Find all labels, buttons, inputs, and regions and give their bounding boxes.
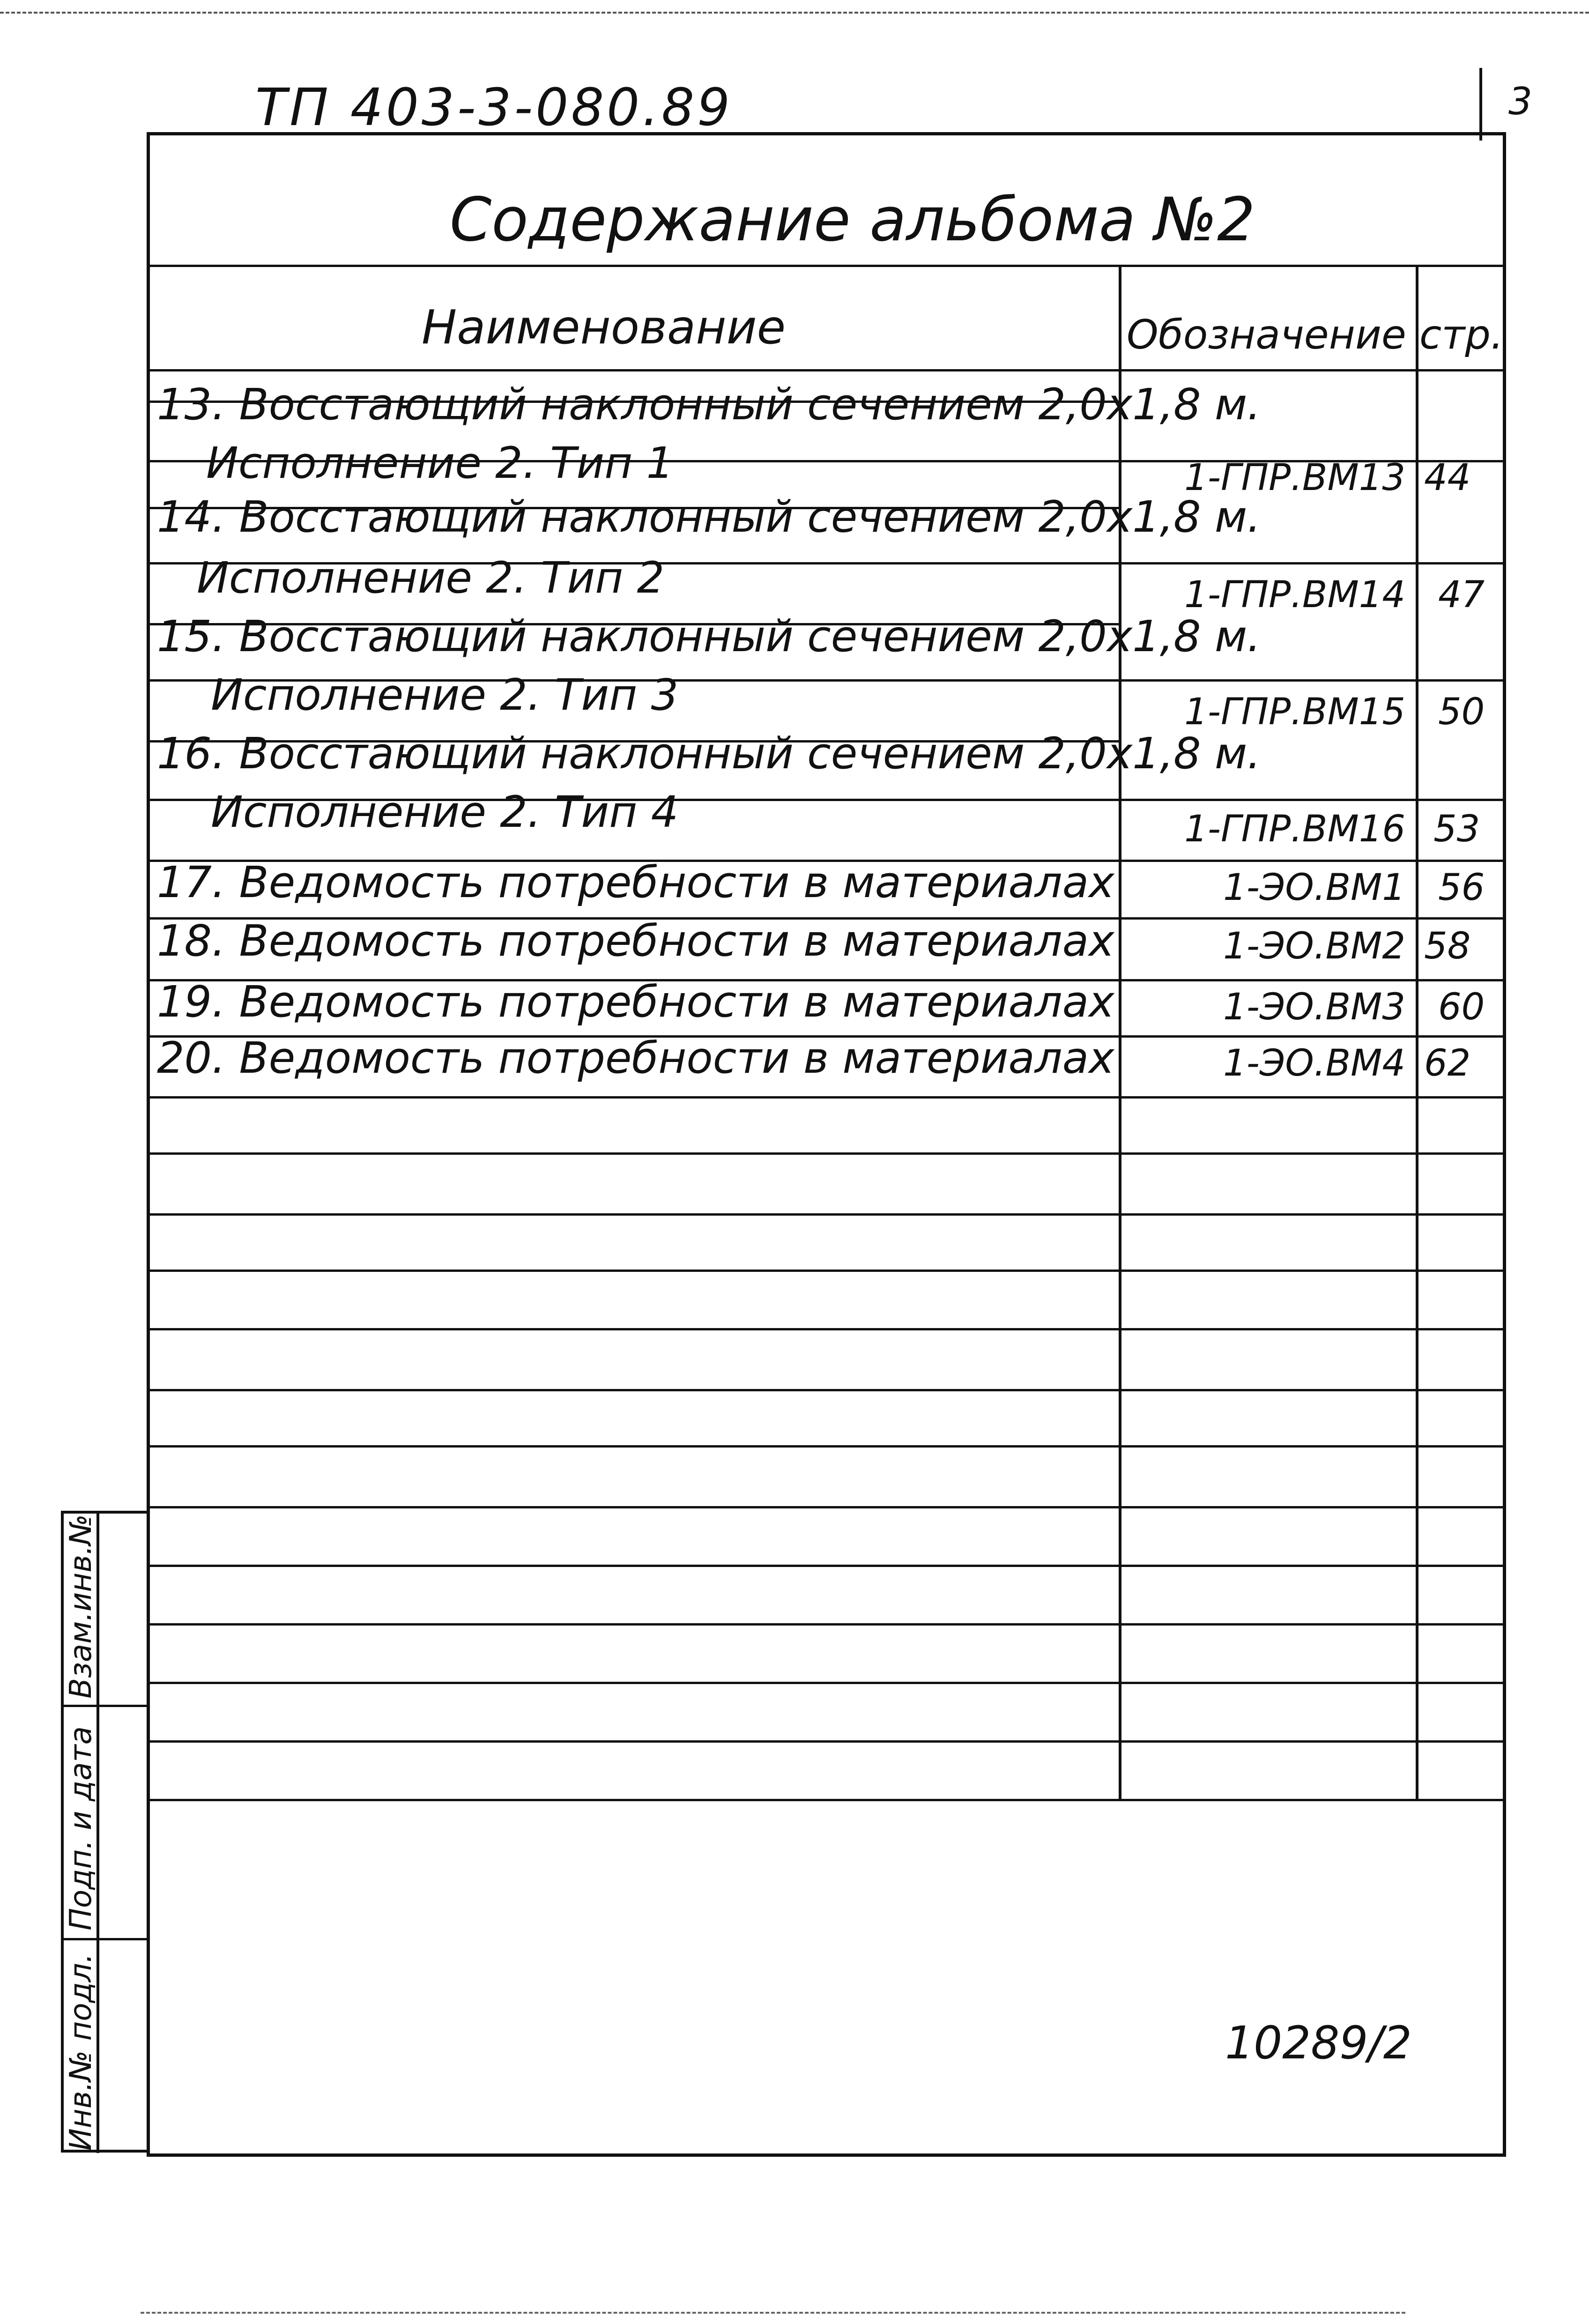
entry-16-line2: Исполнение 2. Тип 4: [211, 787, 679, 837]
entry-19-page: 60: [1438, 986, 1485, 1028]
title-rule: [150, 265, 1506, 267]
entry-18-page: 58: [1424, 925, 1471, 967]
entry-14-line2: Исполнение 2. Тип 2: [197, 553, 665, 603]
entry-14-designation: 1-ГПР.ВМ14: [1184, 574, 1405, 616]
row-rule: [150, 1328, 1506, 1330]
entry-17-designation: 1-ЭО.ВМ1: [1223, 867, 1405, 909]
entry-18-line1: 18. Ведомость потребности в материалах: [157, 916, 1114, 966]
row-rule: [150, 1152, 1506, 1155]
approval-stamp: [61, 1511, 147, 2153]
entry-17-line1: 17. Ведомость потребности в материалах: [157, 857, 1114, 907]
entry-13-page: 44: [1424, 457, 1471, 499]
entry-20-line1: 20. Ведомость потребности в материалах: [157, 1033, 1114, 1083]
inventory-number: 10289/2: [1225, 2017, 1412, 2069]
entry-17-page: 56: [1438, 867, 1485, 909]
entry-13-line1: 13. Восстающий наклонный сечением 2,0х1,8 м.: [157, 379, 1261, 430]
stamp-sign-date: Подп. и дата: [64, 1726, 98, 1930]
row-rule: [150, 1506, 1506, 1508]
stamp-inv-no: Инв.№ подл.: [64, 1953, 98, 2151]
entry-15-line1: 15. Восстающий наклонный сечением 2,0х1,8 м.: [157, 611, 1261, 661]
column-header-name: Наименование: [422, 300, 786, 355]
entry-14-line1: 14. Восстающий наклонный сечением 2,0х1,8 м.: [157, 492, 1261, 542]
entry-15-line2: Исполнение 2. Тип 3: [211, 670, 679, 720]
entry-14-page: 47: [1438, 574, 1485, 616]
entry-19-line1: 19. Ведомость потребности в материалах: [157, 977, 1114, 1027]
entry-20-designation: 1-ЭО.ВМ4: [1223, 1042, 1405, 1084]
stamp-divider: [64, 1938, 148, 1940]
header-rule: [150, 369, 1506, 371]
entry-13-designation: 1-ГПР.ВМ13: [1184, 457, 1405, 499]
column-header-page: стр.: [1419, 312, 1504, 358]
row-rule: [150, 1799, 1506, 1801]
row-rule: [150, 1623, 1506, 1626]
row-rule: [150, 1565, 1506, 1567]
row-rule: [150, 1213, 1506, 1216]
entry-13-line2: Исполнение 2. Тип 1: [206, 438, 674, 488]
row-rule: [150, 1389, 1506, 1391]
column-divider-page: [1416, 265, 1418, 1801]
column-header-designation: Обозначение: [1127, 312, 1406, 358]
entry-15-page: 50: [1438, 691, 1485, 733]
entry-18-designation: 1-ЭО.ВМ2: [1223, 925, 1405, 967]
document-number: ТП 403-3-080.89: [255, 77, 733, 137]
entry-20-page: 62: [1424, 1042, 1471, 1084]
row-rule: [150, 1096, 1506, 1099]
row-rule: [150, 1682, 1506, 1684]
entry-16-page: 53: [1433, 808, 1480, 850]
row-rule: [150, 1740, 1506, 1743]
drawing-frame: [147, 132, 1506, 2157]
row-rule: [150, 1270, 1506, 1272]
sheet-number: 3: [1508, 80, 1532, 123]
row-rule: [150, 1445, 1506, 1448]
entry-16-designation: 1-ГПР.ВМ16: [1184, 808, 1405, 850]
entry-16-line1: 16. Восстающий наклонный сечением 2,0х1,8 м.: [157, 728, 1261, 779]
stamp-replace-inv: Взам.инв.№: [64, 1514, 98, 1699]
entry-19-designation: 1-ЭО.ВМ3: [1223, 986, 1405, 1028]
top-scan-edge: [0, 12, 1589, 14]
entry-15-designation: 1-ГПР.ВМ15: [1184, 691, 1405, 733]
page-title: Содержание альбома №2: [450, 185, 1255, 255]
stamp-divider: [64, 1705, 148, 1707]
bottom-scan-edge: [141, 2312, 1405, 2314]
